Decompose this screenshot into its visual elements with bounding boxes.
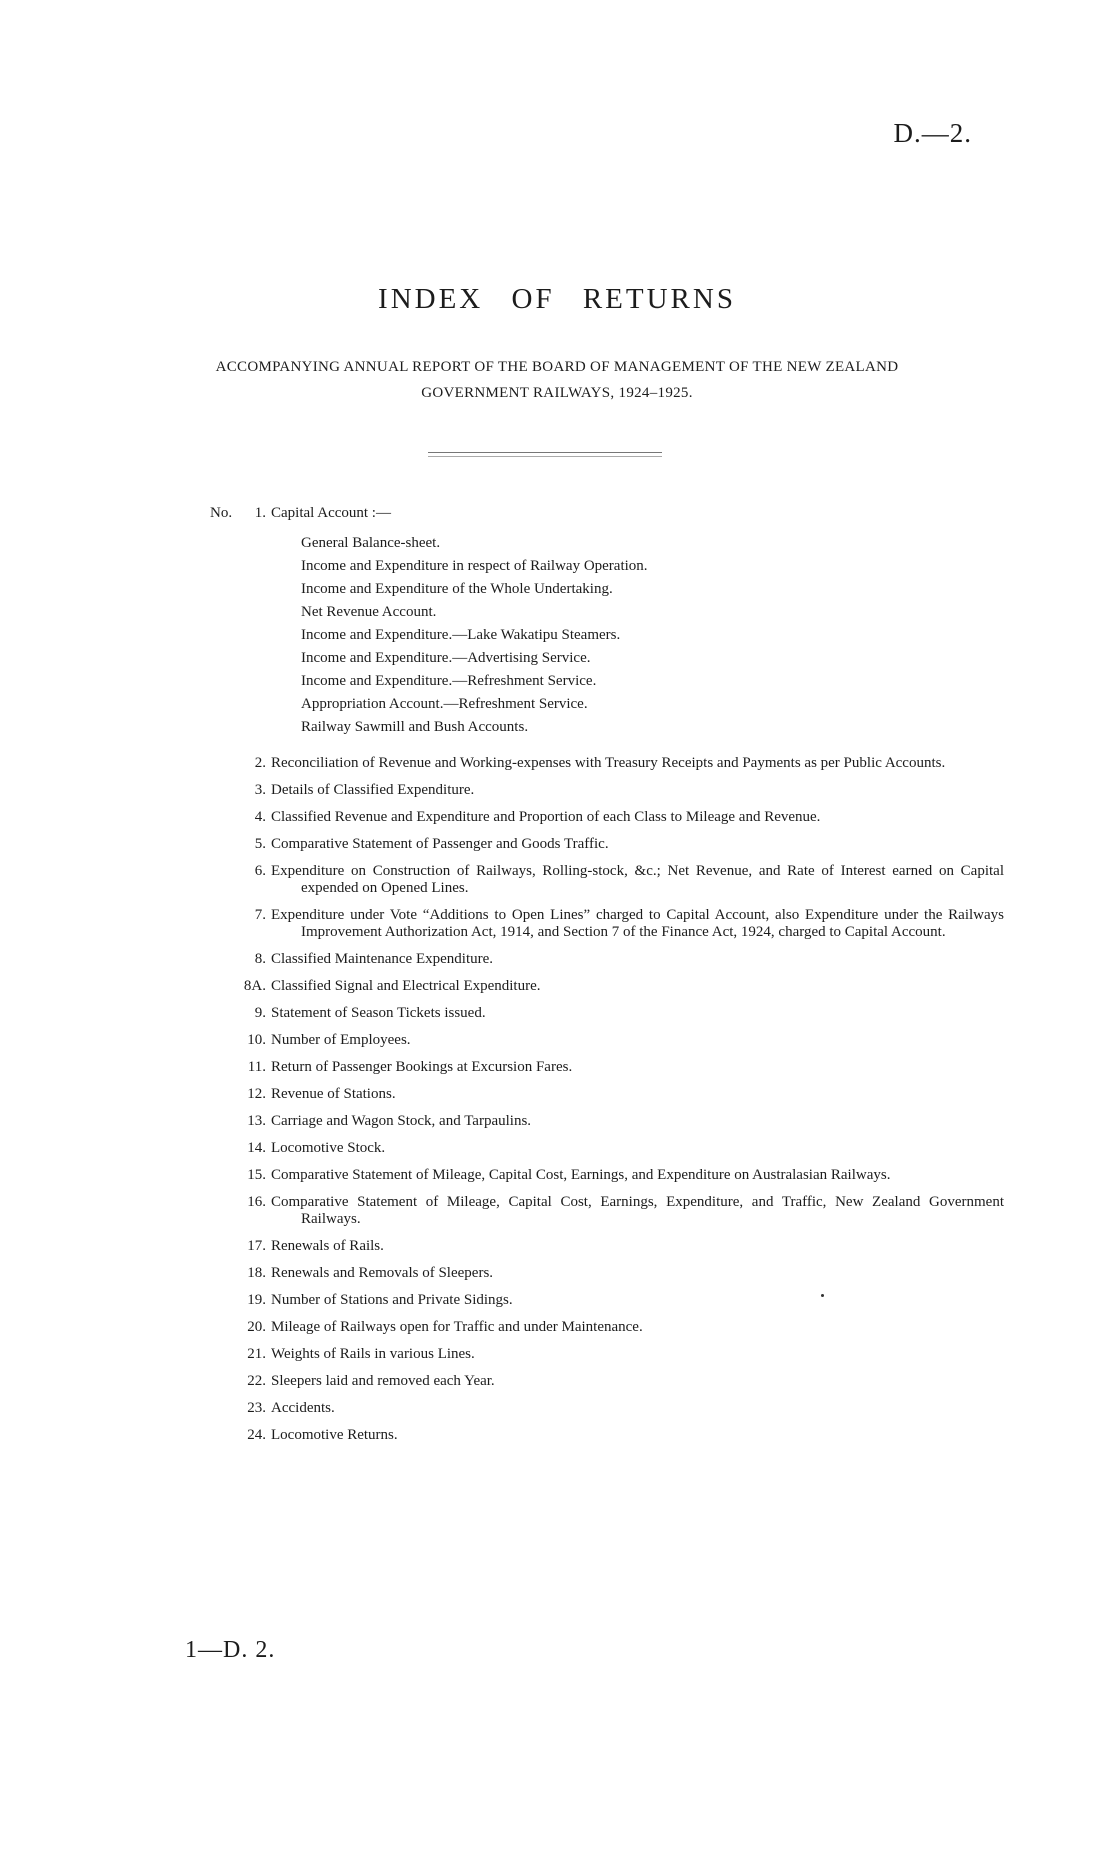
return-title: Classified Maintenance Expenditure.	[271, 951, 494, 967]
capital-account-item: Income and Expenditure in respect of Railway Operation.	[301, 558, 648, 574]
return-entry	[0, 1319, 1114, 1336]
return-number: 1.	[254, 505, 266, 521]
return-title: Sleepers laid and removed each Year.	[271, 1373, 495, 1389]
return-entry	[0, 1086, 1114, 1103]
return-title: Capital Account :—	[271, 505, 391, 521]
return-title: Locomotive Returns.	[271, 1427, 398, 1443]
return-title: Revenue of Stations.	[271, 1086, 396, 1102]
return-entry	[0, 1113, 1114, 1130]
print-speck	[821, 1294, 824, 1297]
return-entry	[0, 836, 1114, 853]
return-title: Number of Employees.	[271, 1032, 411, 1048]
return-number: 23.	[247, 1400, 266, 1416]
return-entry	[0, 951, 1114, 968]
return-entry	[0, 1400, 1114, 1417]
return-entry	[0, 1005, 1114, 1022]
return-number: 8A.	[243, 978, 266, 994]
return-number: 19.	[247, 1292, 266, 1308]
return-number: 7.	[254, 907, 266, 923]
divider-rule	[428, 452, 662, 453]
return-number: 14.	[247, 1140, 266, 1156]
capital-account-item: Net Revenue Account.	[301, 604, 437, 620]
return-title: Expenditure under Vote “Additions to Open Lines” charged to Capital Account, also Expenditure under the Railways Improvement Authorization Act, 1914, and Section 7 of the Finance Act, 1924, charged to Capital Account.	[271, 907, 1004, 940]
return-title: Comparative Statement of Passenger and Goods Traffic.	[271, 836, 609, 852]
return-title: Renewals and Removals of Sleepers.	[271, 1265, 494, 1281]
capital-account-sublist	[301, 532, 1114, 739]
return-title: Classified Revenue and Expenditure and Proportion of each Class to Mileage and Revenue.	[271, 809, 821, 825]
subtitle-line-2: GOVERNMENT RAILWAYS, 1924–1925.	[421, 385, 693, 401]
return-number: 10.	[247, 1032, 266, 1048]
return-number: 20.	[247, 1319, 266, 1335]
return-entry	[0, 782, 1114, 799]
return-title: Renewals of Rails.	[271, 1238, 384, 1254]
return-entry	[0, 1346, 1114, 1363]
return-number: 17.	[247, 1238, 266, 1254]
capital-account-item: Income and Expenditure.—Lake Wakatipu Steamers.	[301, 627, 621, 643]
return-title: Carriage and Wagon Stock, and Tarpaulins.	[271, 1113, 532, 1129]
return-number: 11.	[247, 1059, 266, 1075]
return-entry	[0, 1194, 1114, 1228]
return-number: 6.	[254, 863, 266, 879]
return-number: 15.	[247, 1167, 266, 1183]
return-title: Reconciliation of Revenue and Working-expenses with Treasury Receipts and Payments as per Public Accounts.	[271, 755, 946, 771]
return-number: 12.	[247, 1086, 266, 1102]
return-number: 16.	[247, 1194, 266, 1210]
page-reference: D.—2.	[893, 118, 972, 148]
return-entry	[0, 907, 1114, 941]
return-entry	[0, 1427, 1114, 1444]
return-number: 8.	[254, 951, 266, 967]
return-title: Mileage of Railways open for Traffic and under Maintenance.	[271, 1319, 643, 1335]
return-number: 4.	[254, 809, 266, 825]
return-title: Locomotive Stock.	[271, 1140, 386, 1156]
return-title: Classified Signal and Electrical Expenditure.	[271, 978, 541, 994]
return-number: 9.	[254, 1005, 266, 1021]
return-title: Weights of Rails in various Lines.	[271, 1346, 475, 1362]
return-title: Number of Stations and Private Sidings.	[271, 1292, 513, 1308]
return-number: 5.	[254, 836, 266, 852]
divider-rule-lower	[428, 456, 662, 457]
capital-account-item: General Balance-sheet.	[301, 535, 441, 551]
return-entry	[0, 863, 1114, 897]
returns-list	[0, 505, 1114, 1454]
return-title: Accidents.	[271, 1400, 335, 1416]
return-title: Comparative Statement of Mileage, Capital Cost, Earnings, and Expenditure on Australasian Railways.	[271, 1167, 891, 1183]
capital-account-item: Income and Expenditure.—Refreshment Service.	[301, 673, 597, 689]
return-entry	[0, 1032, 1114, 1049]
return-entry	[0, 1292, 1114, 1309]
return-title: Return of Passenger Bookings at Excursion Fares.	[271, 1059, 573, 1075]
return-entry	[0, 978, 1114, 995]
capital-account-item: Income and Expenditure.—Advertising Service.	[301, 650, 591, 666]
return-entry	[0, 505, 1114, 522]
subtitle-line-1: ACCOMPANYING ANNUAL REPORT OF THE BOARD OF MANAGEMENT OF THE NEW ZEALAND	[215, 359, 899, 375]
footer-page-reference: 1—D. 2.	[185, 1637, 276, 1663]
return-number: 24.	[247, 1427, 266, 1443]
return-entry	[0, 1140, 1114, 1157]
capital-account-item: Appropriation Account.—Refreshment Service.	[301, 696, 588, 712]
return-entry	[0, 809, 1114, 826]
return-title: Statement of Season Tickets issued.	[271, 1005, 486, 1021]
return-number: 2.	[254, 755, 266, 771]
return-entry	[0, 1373, 1114, 1390]
return-entry	[0, 1265, 1114, 1282]
return-number: 22.	[247, 1373, 266, 1389]
return-entry	[0, 755, 1114, 772]
return-number: 18.	[247, 1265, 266, 1281]
page-subtitle	[130, 354, 984, 406]
capital-account-item: Railway Sawmill and Bush Accounts.	[301, 719, 529, 735]
return-number: 3.	[254, 782, 266, 798]
return-entry	[0, 1167, 1114, 1184]
return-number: 21.	[247, 1346, 266, 1362]
return-title: Expenditure on Construction of Railways, Rolling-stock, &c.; Net Revenue, and Rate of Interest earned on Capital expended on Opened Lines.	[271, 863, 1004, 896]
return-entry	[0, 1238, 1114, 1255]
return-title: Comparative Statement of Mileage, Capital Cost, Earnings, Expenditure, and Traffic, New Zealand Government Railways.	[271, 1194, 1004, 1227]
return-entry	[0, 1059, 1114, 1076]
page-title: INDEX OF RETURNS	[378, 283, 736, 315]
return-number: 13.	[247, 1113, 266, 1129]
number-column-label: No.	[210, 505, 233, 521]
return-title: Details of Classified Expenditure.	[271, 782, 475, 798]
capital-account-item: Income and Expenditure of the Whole Undertaking.	[301, 581, 613, 597]
